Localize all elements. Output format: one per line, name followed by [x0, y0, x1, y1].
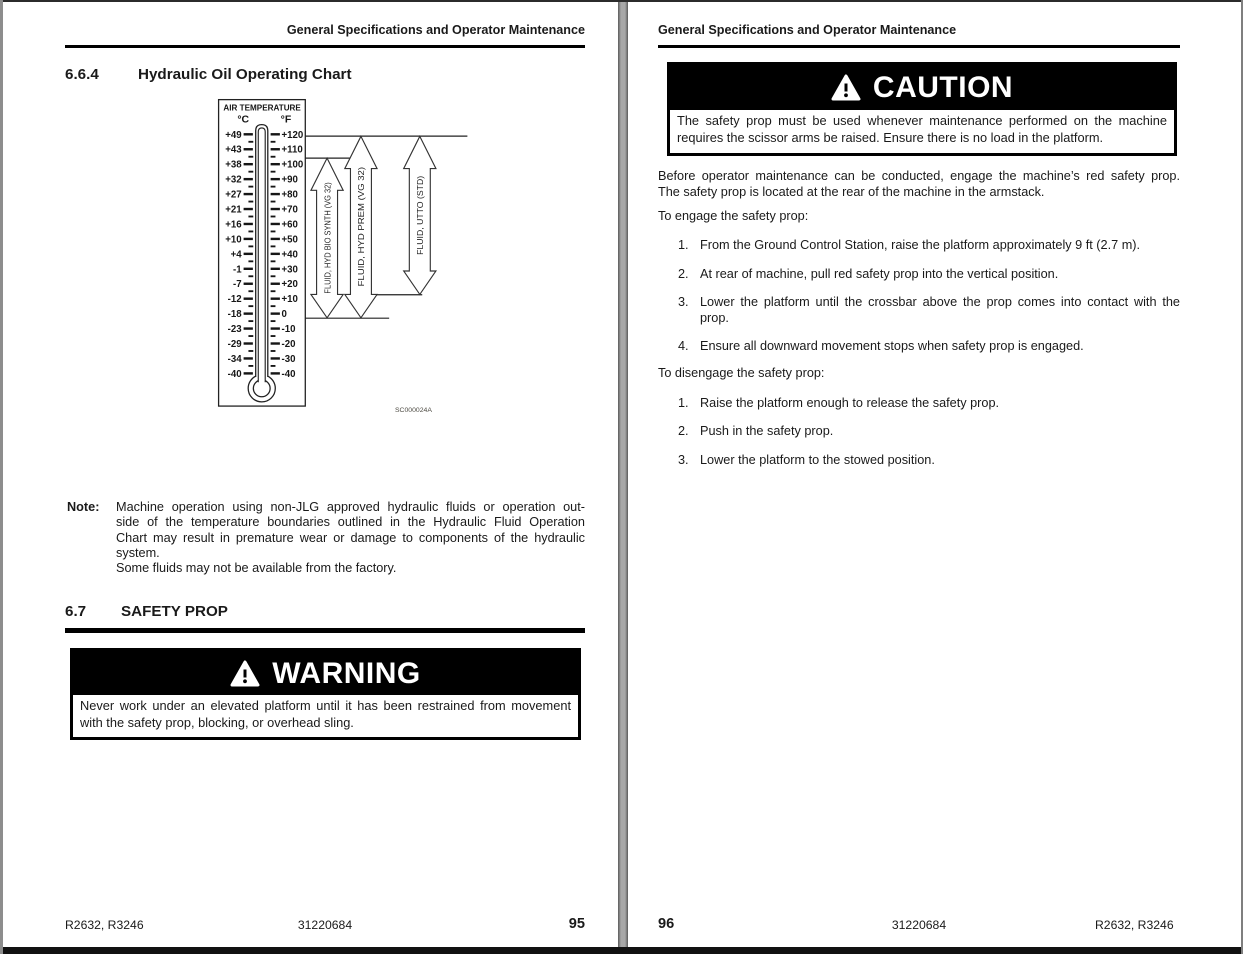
- section-number: 6.6.4: [65, 66, 99, 83]
- intro-paragraph: [658, 168, 1180, 200]
- thermo-scale-label-c: -7: [232, 279, 242, 291]
- list-text: Raise the platform enough to release the safety prop.: [700, 396, 1000, 410]
- list-number: 2.: [678, 267, 689, 281]
- thermo-scale-label-c: -18: [227, 309, 242, 321]
- list-number: 3.: [678, 453, 689, 467]
- figure-reference: SC000024A: [394, 407, 432, 415]
- thermo-scale-label-c: -34: [227, 353, 242, 365]
- page-number: 96: [658, 916, 675, 932]
- page-96: [628, 2, 1241, 947]
- thermo-scale-label-f: +40: [281, 249, 298, 261]
- caution-line: requires the scissor arms be raised. Ensure there is no load in the platform.: [677, 129, 1104, 145]
- running-header: General Specifications and Operator Maintenance: [658, 23, 957, 37]
- footer-part-number: 31220684: [891, 918, 947, 932]
- note-line: side of the temperature boundaries outlined in the Hydraulic Fluid Operation: [116, 515, 585, 530]
- caution-body: [670, 110, 1174, 150]
- fluid-label-hyd-prem: FLUID, HYD PREM (VG 32): [357, 185, 367, 287]
- note-line: system.: [116, 546, 160, 561]
- thermo-scale-label-f: +100: [281, 159, 304, 171]
- thermo-scale-label-f: +80: [281, 189, 298, 201]
- thermometer-tube-inner: [258, 128, 265, 382]
- thermo-scale-label-c: -12: [227, 294, 242, 306]
- note-text: [116, 500, 585, 577]
- caution-title: CAUTION: [872, 71, 1014, 104]
- footer-models: R2632, R3246: [65, 918, 144, 932]
- note-line: Some fluids may not be available from the factory.: [116, 561, 397, 576]
- list-number: 4.: [678, 339, 689, 353]
- thermo-scale-label-c: +4: [230, 249, 242, 261]
- thermometer-title: AIR TEMPERATURE: [223, 102, 302, 113]
- thermo-scale-label-f: -20: [281, 338, 296, 350]
- list-text: Push in the safety prop.: [700, 424, 834, 438]
- list-item: [678, 395, 1180, 411]
- thermo-scale-label-f: +60: [281, 219, 298, 231]
- warning-title: WARNING: [272, 656, 421, 690]
- thermo-scale-label-c: +49: [225, 129, 242, 141]
- intro-line: The safety prop is located at the rear of the machine in the armstack.: [658, 185, 1045, 200]
- note-line: Chart may result in premature wear or damage to components of the hydraulic: [116, 530, 585, 545]
- warning-triangle-icon: [831, 74, 861, 101]
- list-number: 1.: [678, 238, 689, 252]
- fahrenheit-unit-label: °F: [280, 114, 292, 126]
- list-item: [678, 452, 1180, 468]
- thermo-scale-label-f: +90: [281, 174, 298, 186]
- list-item: [678, 294, 1180, 326]
- page-number: 95: [568, 916, 585, 932]
- thermo-scale-label-c: +43: [225, 144, 242, 156]
- thermo-scale-label-f: +10: [281, 294, 298, 306]
- intro-line: Before operator maintenance can be conducted, engage the machine’s red safety prop.: [658, 169, 1180, 183]
- thermo-scale-label-f: +70: [281, 204, 298, 216]
- thermo-scale-label-c: +10: [225, 234, 242, 246]
- thermo-scale-label-c: -23: [227, 324, 242, 336]
- disengage-heading: To disengage the safety prop:: [658, 366, 825, 380]
- caution-line: The safety prop must be used whenever maintenance performed on the machine: [677, 113, 1167, 128]
- scan-border-left: [0, 0, 3, 954]
- list-item: [678, 266, 1180, 282]
- engage-heading: To engage the safety prop:: [658, 209, 809, 223]
- warning-line: Never work under an elevated platform until it has been restrained from movement: [80, 698, 571, 713]
- thermo-scale-label-c: +27: [225, 189, 242, 201]
- thermo-scale-label-c: -1: [232, 264, 242, 276]
- thermo-scale-label-f: +50: [281, 234, 298, 246]
- list-text: Lower the platform to the stowed position.: [700, 453, 935, 467]
- list-text: From the Ground Control Station, raise the platform approximately 9 ft (2.7 m).: [700, 238, 1141, 252]
- header-rule: [65, 45, 585, 48]
- list-number: 1.: [678, 396, 689, 410]
- warning-body: [73, 695, 578, 735]
- celsius-unit-label: °C: [237, 114, 250, 126]
- list-number: 2.: [678, 424, 689, 438]
- section-title: SAFETY PROP: [121, 603, 228, 620]
- scan-border-top: [0, 0, 1243, 2]
- thermo-scale-label-c: +16: [225, 219, 242, 231]
- thermo-scale-label-f: -10: [281, 324, 296, 336]
- note-label: Note:: [67, 500, 100, 514]
- thermo-scale-label-f: +20: [281, 279, 298, 291]
- thermo-scale-label-c: +21: [225, 204, 242, 216]
- note-line: Machine operation using non-JLG approved hydraulic fluids or operation out-: [116, 500, 585, 514]
- section-rule: [65, 628, 585, 633]
- warning-line: with the safety prop, blocking, or overhead sling.: [80, 714, 354, 730]
- thermo-scale-label-c: -29: [227, 338, 242, 350]
- warning-box: [70, 648, 581, 740]
- footer-models: R2632, R3246: [1095, 918, 1174, 932]
- list-item: [678, 338, 1180, 354]
- fluid-label-hyd-bio-synth: FLUID, HYD BIO SYNTH (VG 32): [323, 172, 333, 294]
- list-text: Ensure all downward movement stops when safety prop is engaged.: [700, 339, 1084, 353]
- thermo-scale-label-f: -40: [281, 368, 296, 380]
- page-95: [3, 2, 618, 947]
- section-number: 6.7: [65, 603, 87, 620]
- thermo-scale-label-c: +32: [225, 174, 242, 186]
- warning-triangle-icon: [230, 660, 260, 687]
- scan-border-bottom: [0, 947, 1243, 954]
- page-gutter: [618, 2, 628, 947]
- running-header: General Specifications and Operator Maintenance: [286, 23, 585, 37]
- thermo-scale-label-f: +30: [281, 264, 298, 276]
- warning-box-header: [73, 651, 578, 695]
- caution-box: [667, 62, 1177, 156]
- thermo-scale-label-f: +120: [281, 129, 304, 141]
- thermo-scale-label-f: +110: [281, 144, 303, 156]
- thermo-scale-label-f: -30: [281, 353, 296, 365]
- section-title: Hydraulic Oil Operating Chart: [138, 66, 352, 83]
- header-rule: [658, 45, 1180, 48]
- list-number: 3.: [678, 295, 689, 309]
- thermo-scale-label-f: 0: [281, 309, 287, 321]
- list-text: At rear of machine, pull red safety prop into the vertical position.: [700, 267, 1059, 281]
- fluid-label-utto: FLUID, UTTO (STD): [416, 181, 426, 255]
- caution-box-header: [670, 65, 1174, 110]
- list-text: Lower the platform until the crossbar above the prop comes into contact with the prop.: [700, 295, 1180, 325]
- thermo-scale-label-c: +38: [225, 159, 242, 171]
- thermometer-bulb-inner: [253, 380, 270, 397]
- hydraulic-oil-operating-chart: [183, 96, 505, 496]
- list-item: [678, 237, 1180, 253]
- footer-part-number: 31220684: [297, 918, 353, 932]
- thermo-scale-label-c: -40: [227, 368, 242, 380]
- list-item: [678, 423, 1180, 439]
